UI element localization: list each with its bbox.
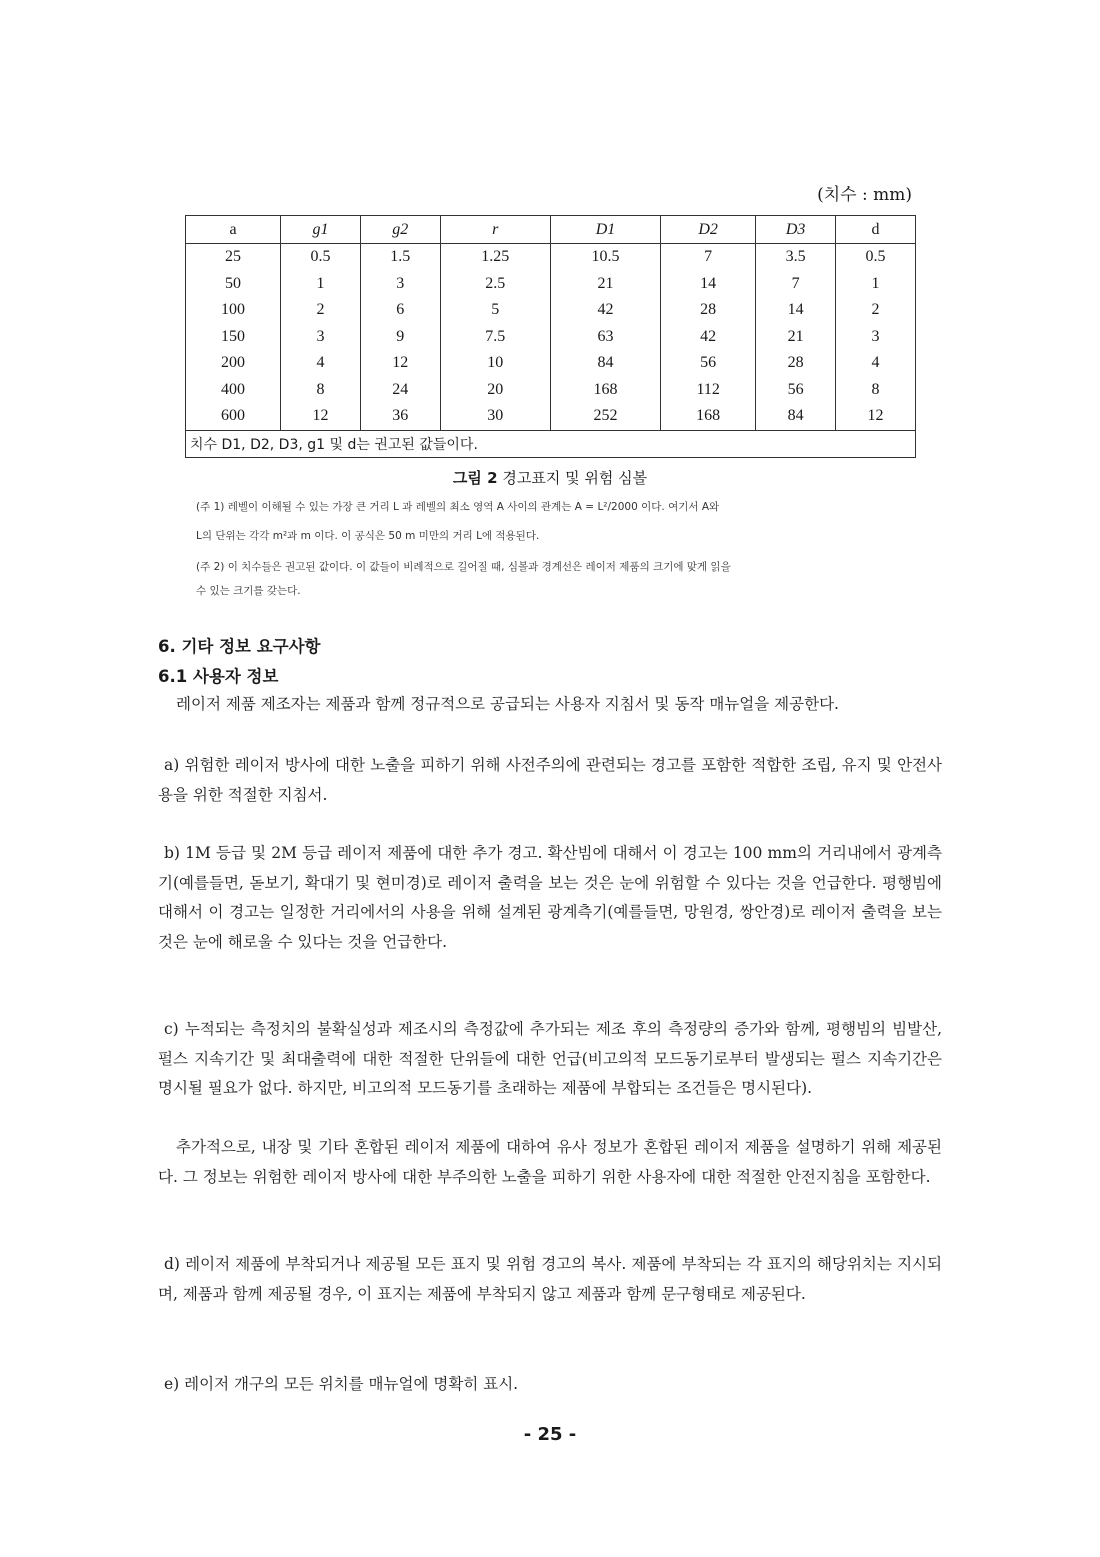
table-cell: 100 xyxy=(186,297,281,324)
table-cell: 4 xyxy=(281,350,361,377)
table-cell: 84 xyxy=(550,350,660,377)
table-header-row xyxy=(186,216,916,244)
table-cell: 200 xyxy=(186,350,281,377)
footnote-1-line-2: L의 단위는 각각 m²과 m 이다. 이 공식은 50 m 미만의 거리 L에 적용된다. xyxy=(196,530,540,542)
table-cell: 3 xyxy=(836,324,916,351)
section-heading: 6. 기타 정보 요구사항 xyxy=(158,637,321,656)
table-cell: 9 xyxy=(360,324,440,351)
table-cell: 168 xyxy=(661,403,756,430)
table-cell: 112 xyxy=(661,377,756,404)
table-cell: 168 xyxy=(550,377,660,404)
table-cell: 56 xyxy=(756,377,836,404)
footnote-2-line-2: 수 있는 크기를 갖는다. xyxy=(196,585,301,597)
table-cell: 1 xyxy=(836,271,916,298)
table-cell: 30 xyxy=(440,403,550,430)
table-row xyxy=(186,271,916,298)
paragraph-additional: 추가적으로, 내장 및 기타 혼합된 레이저 제품에 대하여 유사 정보가 혼합된 레이저 제품을 설명하기 위해 제공된다. 그 정보는 위험한 레이저 방사에 대한 부주의한 노출을 피하기 위한 사용자에 대한 적절한 안전지침을 포함한다. xyxy=(158,1138,942,1186)
unit-note: (치수 : mm) xyxy=(817,185,912,205)
col-header-g2: g2 xyxy=(360,216,440,244)
table-row xyxy=(186,244,916,271)
col-header-d1: D1 xyxy=(550,216,660,244)
table-cell: 6 xyxy=(360,297,440,324)
table-cell: 7 xyxy=(756,271,836,298)
table-cell: 3.5 xyxy=(756,244,836,271)
dimension-table xyxy=(185,215,916,458)
page-number: - 25 - xyxy=(523,1424,577,1445)
table-note: 치수 D1, D2, D3, g1 및 d는 권고된 값들이다. xyxy=(186,430,916,457)
table-cell: 2 xyxy=(281,297,361,324)
paragraph-c: c) 누적되는 측정치의 불확실성과 제조시의 측정값에 추가되는 제조 후의 측정량의 증가와 함께, 평행빔의 빔발산, 펄스 지속기간 및 최대출력에 대한 적절한 단위들에 대한 언급(비고의적 모드동기로부터 발생되는 펄스 지속기간은 명시될 필요가 없다. 하지만, 비고의적 모드동기를 초래하는 제품에 부합되는 조건들은 명시된다). xyxy=(158,1020,942,1097)
table-note-row xyxy=(186,430,916,457)
table-cell: 8 xyxy=(281,377,361,404)
table-cell: 14 xyxy=(756,297,836,324)
subsection-heading: 6.1 사용자 정보 xyxy=(158,667,279,686)
table-cell: 50 xyxy=(186,271,281,298)
table-cell: 1.5 xyxy=(360,244,440,271)
table-row xyxy=(186,350,916,377)
table-cell: 12 xyxy=(836,403,916,430)
table-cell: 5 xyxy=(440,297,550,324)
figure-title: 경고표지 및 위험 심볼 xyxy=(502,469,648,487)
col-header-d: d xyxy=(836,216,916,244)
table-cell: 28 xyxy=(661,297,756,324)
paragraph-a: a) 위험한 레이저 방사에 대한 노출을 피하기 위해 사전주의에 관련되는 경고를 포함한 적합한 조립, 유지 및 안전사용을 위한 적절한 지침서. xyxy=(158,756,942,804)
table-cell: 1 xyxy=(281,271,361,298)
col-header-a: a xyxy=(186,216,281,244)
paragraph-d: d) 레이저 제품에 부착되거나 제공될 모든 표지 및 위험 경고의 복사. 제품에 부착되는 각 표지의 해당위치는 지시되며, 제품과 함께 제공될 경우, 이 표지는 제품에 부착되지 않고 제품과 함께 문구형태로 제공된다. xyxy=(158,1255,942,1303)
paragraph-e: e) 레이저 개구의 모든 위치를 매뉴얼에 명확히 표시. xyxy=(164,1375,519,1393)
table-cell: 10 xyxy=(440,350,550,377)
table-cell: 20 xyxy=(440,377,550,404)
table-cell: 42 xyxy=(550,297,660,324)
table-cell: 3 xyxy=(360,271,440,298)
table-cell: 600 xyxy=(186,403,281,430)
table-cell: 400 xyxy=(186,377,281,404)
table-cell: 21 xyxy=(756,324,836,351)
table-row xyxy=(186,377,916,404)
table-cell: 7 xyxy=(661,244,756,271)
table-cell: 1.25 xyxy=(440,244,550,271)
table-cell: 14 xyxy=(661,271,756,298)
table-cell: 150 xyxy=(186,324,281,351)
figure-label: 그림 2 xyxy=(452,469,498,487)
table-cell: 24 xyxy=(360,377,440,404)
paragraph-intro: 레이저 제품 제조자는 제품과 함께 정규적으로 공급되는 사용자 지침서 및 동작 매뉴얼을 제공한다. xyxy=(176,695,839,713)
table-cell: 42 xyxy=(661,324,756,351)
table-cell: 21 xyxy=(550,271,660,298)
table-row xyxy=(186,297,916,324)
paragraph-b: b) 1M 등급 및 2M 등급 레이저 제품에 대한 추가 경고. 확산빔에 대해서 이 경고는 100 mm의 거리내에서 광계측기(예를들면, 돋보기, 확대기 및 현미경)로 레이저 출력을 보는 것은 눈에 위험할 수 있다는 것을 언급한다. 평행빔에 대해서 이 경고는 일정한 거리에서의 사용을 위해 설계된 광계측기(예를들면, 망원경, 쌍안경)로 레이저 출력을 보는 것은 눈에 해로울 수 있다는 것을 언급한다. xyxy=(158,844,942,951)
table-cell: 12 xyxy=(360,350,440,377)
table-cell: 3 xyxy=(281,324,361,351)
col-header-d3: D3 xyxy=(756,216,836,244)
footnote-2-line-1: (주 2) 이 치수들은 권고된 값이다. 이 값들이 비례적으로 길어질 때, 심볼과 경계선은 레이저 제품의 크기에 맞게 읽을 xyxy=(196,561,731,573)
table-cell: 7.5 xyxy=(440,324,550,351)
col-header-g1: g1 xyxy=(281,216,361,244)
table-cell: 0.5 xyxy=(836,244,916,271)
table-cell: 12 xyxy=(281,403,361,430)
table-cell: 10.5 xyxy=(550,244,660,271)
footnote-1-line-1: (주 1) 레벨이 이해될 수 있는 가장 큰 거리 L 과 레벨의 최소 영역 A 사이의 관계는 A = L²/2000 이다. 여기서 A와 xyxy=(196,501,720,513)
table-cell: 56 xyxy=(661,350,756,377)
table-cell: 4 xyxy=(836,350,916,377)
figure-caption xyxy=(0,467,1100,488)
table-row xyxy=(186,403,916,430)
table-cell: 2.5 xyxy=(440,271,550,298)
table-cell: 28 xyxy=(756,350,836,377)
table-cell: 36 xyxy=(360,403,440,430)
table-cell: 252 xyxy=(550,403,660,430)
table-row xyxy=(186,324,916,351)
table-cell: 0.5 xyxy=(281,244,361,271)
col-header-d2: D2 xyxy=(661,216,756,244)
table-cell: 63 xyxy=(550,324,660,351)
table-cell: 2 xyxy=(836,297,916,324)
col-header-r: r xyxy=(440,216,550,244)
table-cell: 25 xyxy=(186,244,281,271)
table-cell: 8 xyxy=(836,377,916,404)
table-cell: 84 xyxy=(756,403,836,430)
